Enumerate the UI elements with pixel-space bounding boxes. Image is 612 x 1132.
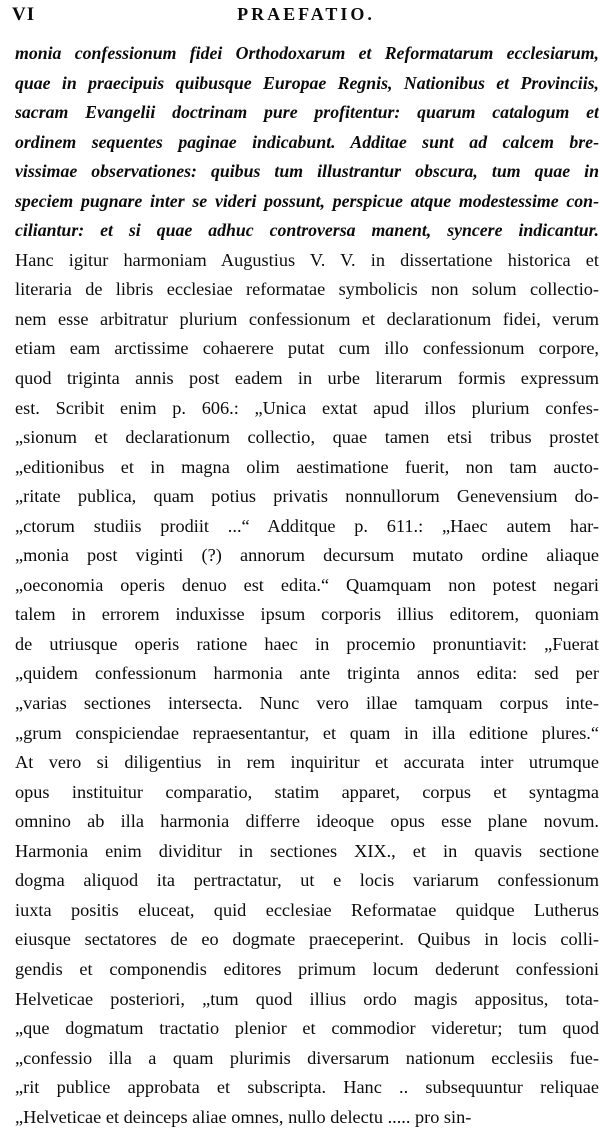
- text-line: „rit publice approbata et subscripta. Hanc .. subsequuntur reliquae: [15, 1077, 599, 1098]
- text-line: quod triginta annis post eadem in urbe literarum formis expressum: [15, 368, 599, 389]
- page-header: [12, 4, 600, 34]
- text-line: ciliantur: et si quae adhuc controversa manent, syncere indicantur.: [15, 220, 599, 241]
- text-line: „que dogmatum tractatio plenior et commodior videretur; tum quod: [15, 1018, 599, 1039]
- text-line: de utriusque operis ratione haec in procemio pronuntiavit: „Fuerat: [15, 633, 599, 654]
- text-line: literaria de libris ecclesiae reformatae symbolicis non solum collectio-: [15, 279, 599, 300]
- text-line: iuxta positis eluceat, quid ecclesiae Reformatae quidque Lutherus: [15, 899, 599, 920]
- text-line: „oeconomia operis denuo est edita.“ Quamquam non potest negari: [15, 574, 599, 595]
- text-line: „monia post viginti (?) annorum decursum mutato ordine aliaque: [15, 545, 599, 566]
- body-text: [15, 39, 599, 1132]
- page-number: VI: [12, 4, 36, 25]
- text-line: speciem pugnare inter se videri possunt, perspicue atque modestessime con-: [15, 190, 599, 211]
- text-line: dogma aliquod ita pertractatur, ut e locis variarum confessionum: [15, 870, 599, 891]
- text-line: ordinem sequentes paginae indicabunt. Additae sunt ad calcem bre-: [15, 131, 599, 152]
- text-line: „ritate publica, quam potius privatis nonnullorum Genevensium do-: [15, 486, 599, 507]
- text-line: opus instituitur comparatio, statim apparet, corpus et syntagma: [15, 781, 599, 802]
- text-line: nem esse arbitratur plurium confessionum et declarationum fidei, verum: [15, 308, 599, 329]
- text-line: etiam eam arctissime cohaerere putat cum illo confessionum corpore,: [15, 338, 599, 359]
- text-line: „ctorum studiis prodiit ...“ Additque p. 611.: „Haec autem har-: [15, 515, 599, 536]
- text-line: Helveticae posteriori, „tum quod illius ordo magis appositus, tota-: [15, 988, 599, 1009]
- text-line: „quidem confessionum harmonia ante triginta annos edita: sed per: [15, 663, 599, 684]
- text-line: At vero si diligentius in rem inquiritur et accurata inter utrumque: [15, 752, 599, 773]
- text-line: vissimae observationes: quibus tum illustrantur obscura, tum quae in: [15, 161, 599, 182]
- text-line: „varias sectiones intersecta. Nunc vero illae tamquam corpus inte-: [15, 693, 599, 714]
- text-line: „editionibus et in magna olim aestimatione fuerit, non tam aucto-: [15, 456, 599, 477]
- text-line: „sionum et declarationum collectio, quae tamen etsi tribus prostet: [15, 427, 599, 448]
- text-line: „Helveticae et deinceps aliae omnes, nullo delectu ..... pro sin-: [15, 1106, 472, 1127]
- text-line: gendis et componendis editores primum locum dederunt confessioni: [15, 958, 599, 979]
- running-title: PRAEFATIO.: [237, 4, 375, 24]
- text-line: „grum conspiciendae repraesentantur, et quam in illa editione plures.“: [15, 722, 599, 743]
- text-line: „confessio illa a quam plurimis diversarum nationum ecclesiis fue-: [15, 1047, 599, 1068]
- text-line: sacram Evangelii doctrinam pure profitentur: quarum catalogum et: [15, 102, 599, 123]
- text-line: est. Scribit enim p. 606.: „Unica extat apud illos plurium confes-: [15, 397, 599, 418]
- text-line: quae in praecipuis quibusque Europae Regnis, Nationibus et Provinciis,: [15, 72, 599, 93]
- text-line: monia confessionum fidei Orthodoxarum et Reformatarum ecclesiarum,: [15, 43, 599, 63]
- text-line: omnino ab illa harmonia differre ideoque opus esse plane novum.: [15, 811, 599, 832]
- text-line: Hanc igitur harmoniam Augustius V. V. in dissertatione historica et: [15, 249, 599, 270]
- text-line: Harmonia enim dividitur in sectiones XIX., et in quavis sectione: [15, 840, 599, 861]
- text-line: eiusque sectatores de eo dogmate praeceperint. Quibus in locis colli-: [15, 929, 599, 950]
- text-line: talem in errorem induxisse ipsum corporis illius editorem, quoniam: [15, 604, 599, 625]
